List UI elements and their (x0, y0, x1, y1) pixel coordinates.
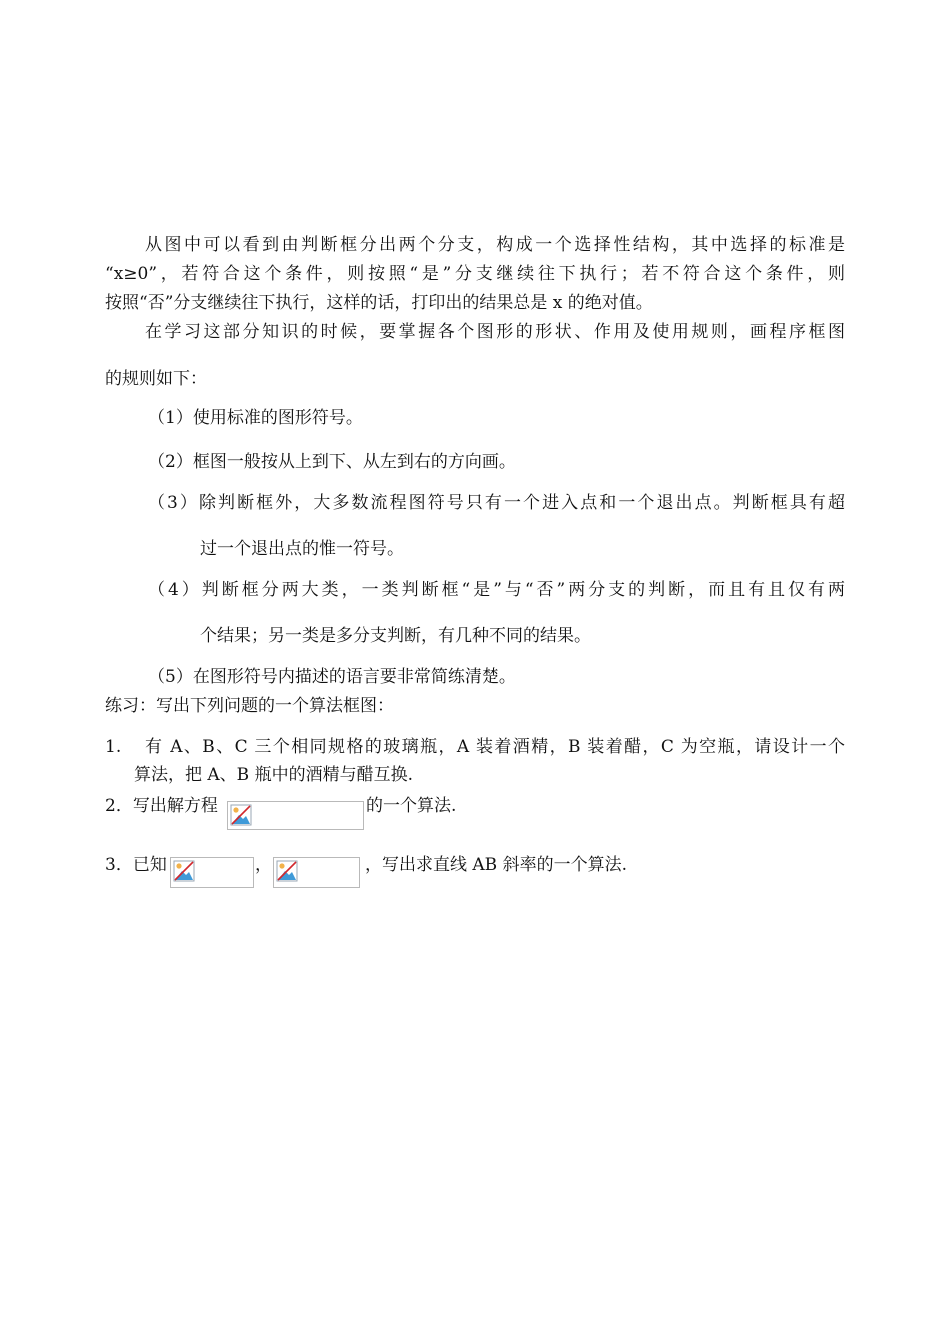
rule-2: （2）框图一般按从上到下、从左到右的方向画。 (148, 452, 516, 472)
question-3-comma: ， (255, 855, 272, 875)
rule-5: （5）在图形符号内描述的语言要非常简练清楚。 (148, 667, 516, 687)
rule-4-line2: 个结果；另一类是多分支判断，有几种不同的结果。 (200, 626, 591, 646)
question-1-line2: 算法，把 A、B 瓶中的酒精与醋互换. (134, 765, 413, 785)
question-3-prefix: 3．已知 (105, 855, 167, 875)
paragraph2-line1: 在学习这部分知识的时候，要掌握各个图形的形状、作用及使用规则，画程序框图 (145, 322, 845, 342)
equation-image-placeholder (227, 801, 364, 830)
point-a-image-placeholder (170, 857, 254, 888)
question-2-suffix: 的一个算法. (366, 796, 457, 816)
rule-3-line1: （3）除判断框外，大多数流程图符号只有一个进入点和一个退出点。判断框具有超 (148, 493, 845, 513)
broken-image-icon (276, 860, 298, 882)
paragraph2-line2: 的规则如下： (105, 369, 207, 389)
rule-1: （1）使用标准的图形符号。 (148, 408, 363, 428)
rule-3-line2: 过一个退出点的惟一符号。 (200, 539, 404, 559)
paragraph1-line1: 从图中可以看到由判断框分出两个分支，构成一个选择性结构，其中选择的标准是 (145, 235, 845, 255)
exercise-heading: 练习：写出下列问题的一个算法框图： (105, 696, 394, 716)
point-b-image-placeholder (273, 857, 360, 888)
question-1-number: 1. (105, 737, 122, 757)
rule-4-line1: （4）判断框分两大类，一类判断框“是”与“否”两分支的判断，而且有且仅有两 (148, 580, 846, 600)
question-1-line1: 有 A、B、C 三个相同规格的玻璃瓶，A 装着酒精，B 装着醋，C 为空瓶，请设计一个 (145, 737, 845, 757)
broken-image-icon (230, 804, 252, 826)
question-2-prefix: 2．写出解方程 (105, 796, 218, 816)
paragraph1-line3: 按照“否”分支继续往下执行，这样的话，打印出的结果总是 x 的绝对值。 (105, 293, 653, 313)
paragraph1-line2: “x≥0”，若符合这个条件，则按照“是”分支继续往下执行；若不符合这个条件，则 (105, 264, 845, 284)
broken-image-icon (173, 860, 195, 882)
question-3-suffix: ，写出求直线 AB 斜率的一个算法. (365, 855, 627, 875)
